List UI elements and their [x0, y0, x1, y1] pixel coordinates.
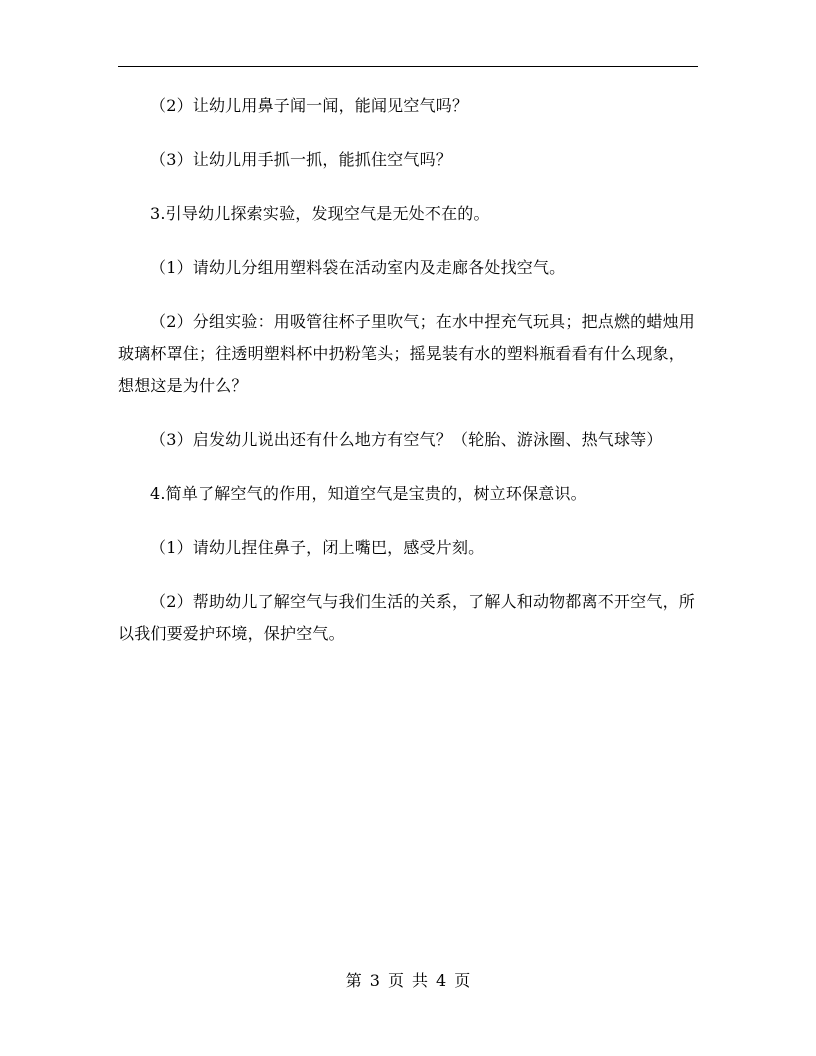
paragraph: （3）启发幼儿说出还有什么地方有空气？（轮胎、游泳圈、热气球等）: [150, 430, 663, 449]
header-rule: [118, 66, 698, 67]
page-footer: [0, 970, 816, 992]
footer-suffix: 页: [454, 971, 471, 990]
paragraph: （2）帮助幼儿了解空气与我们生活的关系，了解人和动物都离不开空气，所以我们要爱护环境，保护空气。: [118, 592, 695, 643]
paragraph: （1）请幼儿捏住鼻子，闭上嘴巴，感受片刻。: [150, 538, 485, 557]
current-page-number: 3: [369, 971, 380, 990]
document-body: [118, 90, 698, 650]
paragraph: 4.简单了解空气的作用，知道空气是宝贵的，树立环保意识。: [150, 484, 587, 503]
paragraph: （1）请幼儿分组用塑料袋在活动室内及走廊各处找空气。: [150, 258, 566, 277]
paragraph: （3）让幼儿用手抓一抓，能抓住空气吗？: [150, 150, 452, 169]
paragraph: （2）分组实验：用吸管往杯子里吹气；在水中捏充气玩具；把点燃的蜡烛用玻璃杯罩住；往透明塑料杯中扔粉笔头；摇晃装有水的塑料瓶看看有什么现象，想想这是为什么？: [118, 312, 695, 395]
footer-prefix: 第: [345, 971, 362, 990]
paragraph: 3.引导幼儿探索实验，发现空气是无处不在的。: [150, 204, 490, 223]
footer-page-word: 页: [387, 971, 404, 990]
footer-total-word: 共: [412, 971, 429, 990]
paragraph: （2）让幼儿用鼻子闻一闻，能闻见空气吗？: [150, 96, 469, 115]
total-page-number: 4: [436, 971, 447, 990]
